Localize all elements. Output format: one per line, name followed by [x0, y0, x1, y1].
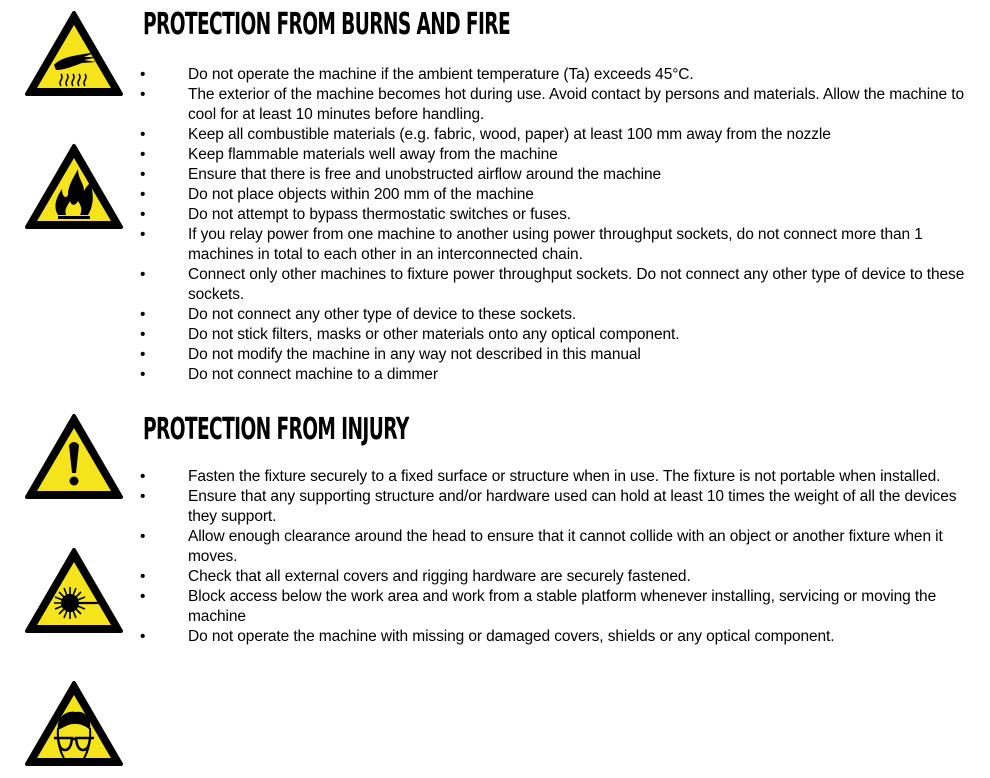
list-item: • Ensure that any supporting structure and/or hardware used can hold at least 10 times the weight of all the devices they support.: [140, 488, 957, 525]
list-item: • Fasten the fixture securely to a fixed surface or structure when in use. The fixture is not portable when installed.: [140, 468, 941, 485]
bullet: •: [140, 366, 146, 383]
list-item: • Do not stick filters, masks or other materials onto any optical component.: [140, 326, 680, 343]
list-item: • Block access below the work area and work from a stable platform whenever installing, servicing or moving the machine: [140, 588, 937, 625]
bullet: •: [140, 528, 146, 545]
list-item: • Ensure that there is free and unobstructed airflow around the machine: [140, 166, 662, 183]
bullet: •: [140, 488, 146, 505]
bullet: •: [140, 306, 146, 323]
bullet: •: [140, 126, 146, 143]
list-item: • Allow enough clearance around the head to ensure that it cannot collide with an object or another fixture when it moves.: [140, 528, 943, 565]
list-item: • If you relay power from one machine to another using power throughput sockets, do not connect more than 1 machines in total to each other in an interconnected chain.: [140, 226, 923, 263]
bullet: •: [140, 66, 146, 83]
list-item: • Keep flammable materials well away from the machine: [140, 146, 558, 163]
section-heading-injury: PROTECTION FROM INJURY: [143, 412, 409, 447]
laser-warning-icon: [24, 547, 124, 635]
bullet: •: [140, 186, 146, 203]
bullet: •: [140, 326, 146, 343]
section-heading-burns-fire: PROTECTION FROM BURNS AND FIRE: [143, 7, 511, 42]
bullet: •: [140, 468, 146, 485]
general-warning-icon: [24, 413, 124, 501]
list-item: • Do not modify the machine in any way not described in this manual: [140, 346, 641, 363]
list-item: • Do not attempt to bypass thermostatic switches or fuses.: [140, 206, 571, 223]
list-item: • The exterior of the machine becomes hot during use. Avoid contact by persons and materials. Allow the machine to cool for at least 10 minutes before handling.: [140, 86, 965, 123]
bullet: •: [140, 166, 146, 183]
bullet: •: [140, 206, 146, 223]
list-item: • Do not operate the machine with missing or damaged covers, shields or any optical component.: [140, 628, 835, 645]
bullet: •: [140, 146, 146, 163]
list-item: • Keep all combustible materials (e.g. fabric, wood, paper) at least 100 mm away from the nozzle: [140, 126, 831, 143]
list-item: • Do not connect any other type of device to these sockets.: [140, 306, 577, 323]
list-item: • Connect only other machines to fixture power throughput sockets. Do not connect any other type of device to these sockets.: [140, 266, 965, 303]
list-item: • Do not operate the machine if the ambient temperature (Ta) exceeds 45°C.: [140, 66, 694, 83]
bullet: •: [140, 226, 146, 243]
burns-fire-list: [140, 65, 985, 385]
flammable-warning-icon: [24, 143, 124, 231]
bullet: •: [140, 628, 146, 645]
bullet: •: [140, 588, 146, 605]
bullet: •: [140, 568, 146, 585]
list-item: • Do not place objects within 200 mm of the machine: [140, 186, 534, 203]
eye-protection-warning-icon: [24, 680, 124, 768]
injury-list: [140, 467, 985, 647]
hot-surface-warning-icon: [24, 10, 124, 98]
bullet: •: [140, 266, 146, 283]
list-item: • Do not connect machine to a dimmer: [140, 366, 438, 383]
bullet: •: [140, 86, 146, 103]
bullet: •: [140, 346, 146, 363]
list-item: • Check that all external covers and rigging hardware are securely fastened.: [140, 568, 691, 585]
